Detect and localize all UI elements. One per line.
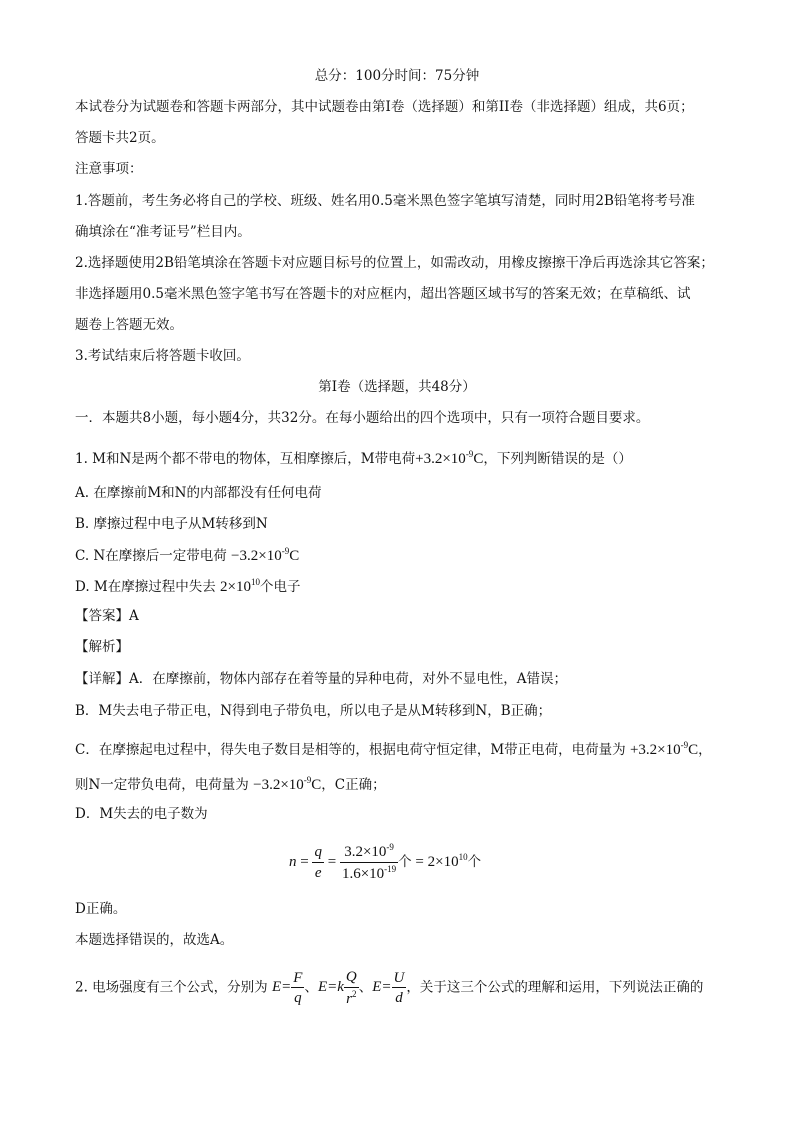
formula-lhs: n — [289, 853, 297, 870]
formula-unit-1: 个 — [398, 853, 412, 869]
formula-rhs: = 2×10 — [415, 853, 459, 870]
formula-unit-2: 个 — [467, 853, 482, 869]
q2-separator-1: 、 — [304, 979, 318, 996]
q2-formula-3 — [372, 969, 406, 1006]
q2-stem-text-a: 2. 电场强度有三个公式，分别为 — [75, 979, 268, 996]
fraction-q: q — [312, 844, 324, 863]
detail-c-text: C．在摩擦起电过程中，得失电子数目是相等的，根据电荷守恒定律，M带正电荷，电荷量为 — [75, 742, 626, 758]
detail-c-exponent: -9 — [680, 740, 689, 750]
detail-bracket-close: 】 — [115, 671, 129, 687]
q2-fraction-q: q — [294, 990, 302, 1006]
q2-stem-text-b: ，关于这三个公式的理解和运用，下列说法正确的 — [406, 979, 704, 996]
analysis-label: 解析 — [88, 639, 116, 655]
answer-bracket-close: 】 — [115, 608, 129, 624]
section-1-title: 第Ⅰ卷（选择题，共48分） — [318, 379, 476, 395]
q1-option-d-number — [220, 579, 260, 595]
q1-stem-charge-unit: C — [473, 451, 484, 467]
q1-detail-b: B．M失去电子带正电，N得到电子带负电，所以电子是从M转移到N，B正确； — [75, 703, 552, 719]
notice-item-3: 3.考试结束后将答题卡收回。 — [75, 348, 250, 364]
q1-answer — [75, 610, 139, 624]
notice-item-1-line-2: 确填涂在“准考证号”栏目内。 — [75, 224, 251, 240]
detail-c-charge — [630, 742, 698, 758]
q2-separator-2: 、 — [358, 979, 373, 996]
fraction-e: e — [314, 864, 322, 881]
q1-option-d-tail: 个电子 — [260, 579, 301, 595]
q1-option-c-unit: C — [289, 548, 300, 564]
q1-stem-charge-exponent: -9 — [465, 449, 474, 459]
detail-c2-text-b: ，C正确； — [321, 777, 386, 793]
q1-option-d-exponent: 10 — [251, 577, 261, 587]
q1-detail-d: D．M失去的电子数为 — [75, 806, 208, 822]
q2-fraction-r-squared — [344, 988, 359, 1008]
q2-fraction-u-over-d — [392, 970, 407, 1007]
detail-label: 详解 — [88, 671, 116, 687]
q1-option-a: A. 在摩擦前M和N的内部都没有任何电荷 — [75, 485, 322, 501]
q1-stem — [75, 450, 632, 467]
detail-c2-mantissa: −3.2×10 — [253, 777, 304, 793]
detail-c2-text-a: 则N一定带负电荷，电荷量为 — [75, 777, 249, 793]
q2-formula-1 — [271, 969, 304, 1006]
q1-stem-text-a: 1. M和N是两个都不带电的物体，互相摩擦后，M带电荷 — [75, 451, 416, 467]
formula-rhs-exponent: 10 — [458, 851, 468, 862]
q2-fraction-r-exponent: 2 — [351, 988, 357, 999]
q2-stem — [75, 969, 703, 1007]
q2-formula-3-lhs: E= — [372, 979, 392, 996]
analysis-bracket-close: 】 — [115, 639, 129, 655]
notice-item-2-line-3: 题卷上答题无效。 — [75, 317, 183, 333]
section-1-instruction: 一．本题共8小题，每小题4分，共32分。在每小题给出的四个选项中，只有一项符合题目要求。 — [75, 410, 650, 426]
fraction-elementary-charge — [340, 863, 398, 883]
answer-value: A — [129, 608, 139, 624]
detail-bracket-open: 【 — [75, 671, 89, 687]
q1-detail-a — [75, 673, 567, 687]
q2-formula-1-lhs: E= — [271, 979, 292, 996]
detail-c2-charge — [253, 777, 321, 793]
q1-option-d-text: D. M在摩擦过程中失去 — [75, 579, 216, 595]
answer-bracket-open: 【 — [75, 608, 89, 624]
detail-c2-exponent: -9 — [303, 775, 312, 785]
formula-fraction-values — [340, 843, 398, 882]
notice-heading: 注意事项： — [75, 161, 143, 177]
intro-line-2: 答题卡共2页。 — [75, 130, 165, 146]
detail-c-mantissa: +3.2×10 — [629, 742, 681, 758]
q1-option-c-mantissa: −3.2×10 — [231, 548, 282, 564]
q2-fraction-f: F — [291, 970, 304, 989]
detail-c2-unit: C — [311, 777, 322, 793]
intro-line-1: 本试卷分为试题卷和答题卡两部分，其中试题卷由第Ⅰ卷（选择题）和第II卷（非选择题）组成，共6页； — [75, 99, 694, 115]
notice-item-2-line-2: 非选择题用0.5毫米黑色签字笔书写在答题卡的对应框内，超出答题区域书写的答案无效；在草稿纸、试 — [75, 286, 691, 302]
detail-c-tail: ， — [698, 742, 712, 758]
q1-stem-charge — [415, 451, 483, 467]
notice-item-1-line-1: 1.答题前，考生务必将自己的学校、班级、姓名用0.5毫米黑色签字笔填写清楚，同时用2B铅笔将考号准 — [75, 193, 695, 209]
answer-label: 答案 — [88, 608, 116, 624]
q2-formula-2 — [317, 969, 359, 1007]
q2-fraction-r: r — [346, 990, 352, 1007]
analysis-bracket-open: 【 — [75, 639, 89, 655]
q1-option-c-charge — [231, 548, 299, 564]
q2-fraction-big-q: Q — [344, 969, 359, 988]
q1-stem-text-b: ，下列判断错误的是（） — [483, 451, 632, 467]
detail-a-text: A．在摩擦前，物体内部存在着等量的异种电荷，对外不显电性，A错误； — [129, 671, 567, 687]
q1-option-c-exponent: -9 — [281, 546, 290, 556]
formula-eq: = — [300, 853, 309, 870]
q1-option-b: B. 摩擦过程中电子从M转移到N — [75, 516, 268, 532]
q1-option-c-text: C. N在摩擦后一定带电荷 — [75, 548, 227, 564]
q1-option-d-mantissa: 2×10 — [220, 579, 252, 595]
detail-c-unit: C — [688, 742, 699, 758]
q1-detail-c-line-1 — [75, 741, 712, 758]
q2-fraction-u: U — [392, 970, 407, 989]
exam-score-time: 总分：100分时间：75分钟 — [314, 68, 480, 84]
formula-eq-2: = — [327, 853, 337, 870]
q2-formula-2-lhs: E=k — [317, 979, 344, 996]
q2-fraction-q-over-r2 — [344, 969, 359, 1007]
q1-option-d — [75, 578, 301, 595]
fraction-charge-mantissa: 3.2×10 — [344, 844, 387, 860]
q1-d-correct: D正确。 — [75, 901, 127, 917]
q1-stem-charge-mantissa: +3.2×10 — [415, 451, 466, 467]
q1-analysis-heading — [75, 641, 129, 655]
fraction-charge-exponent: -9 — [386, 842, 394, 852]
formula-fraction-q-over-e — [312, 844, 324, 881]
q1-option-c — [75, 547, 299, 564]
fraction-e-exponent: -19 — [384, 863, 397, 874]
q2-fraction-d: d — [395, 990, 403, 1006]
fraction-e-mantissa: 1.6×10 — [341, 865, 385, 882]
fraction-charge — [340, 843, 398, 863]
q2-fraction-f-over-q — [291, 970, 304, 1007]
notice-item-2-line-1: 2.选择题使用2B铅笔填涂在答题卡对应题目标号的位置上，如需改动，用橡皮擦擦干净后再选涂其它答案； — [75, 255, 714, 271]
q1-conclusion: 本题选择错误的，故选A。 — [75, 932, 234, 948]
electron-count-formula — [289, 843, 481, 882]
q1-detail-c-line-2 — [75, 776, 386, 793]
